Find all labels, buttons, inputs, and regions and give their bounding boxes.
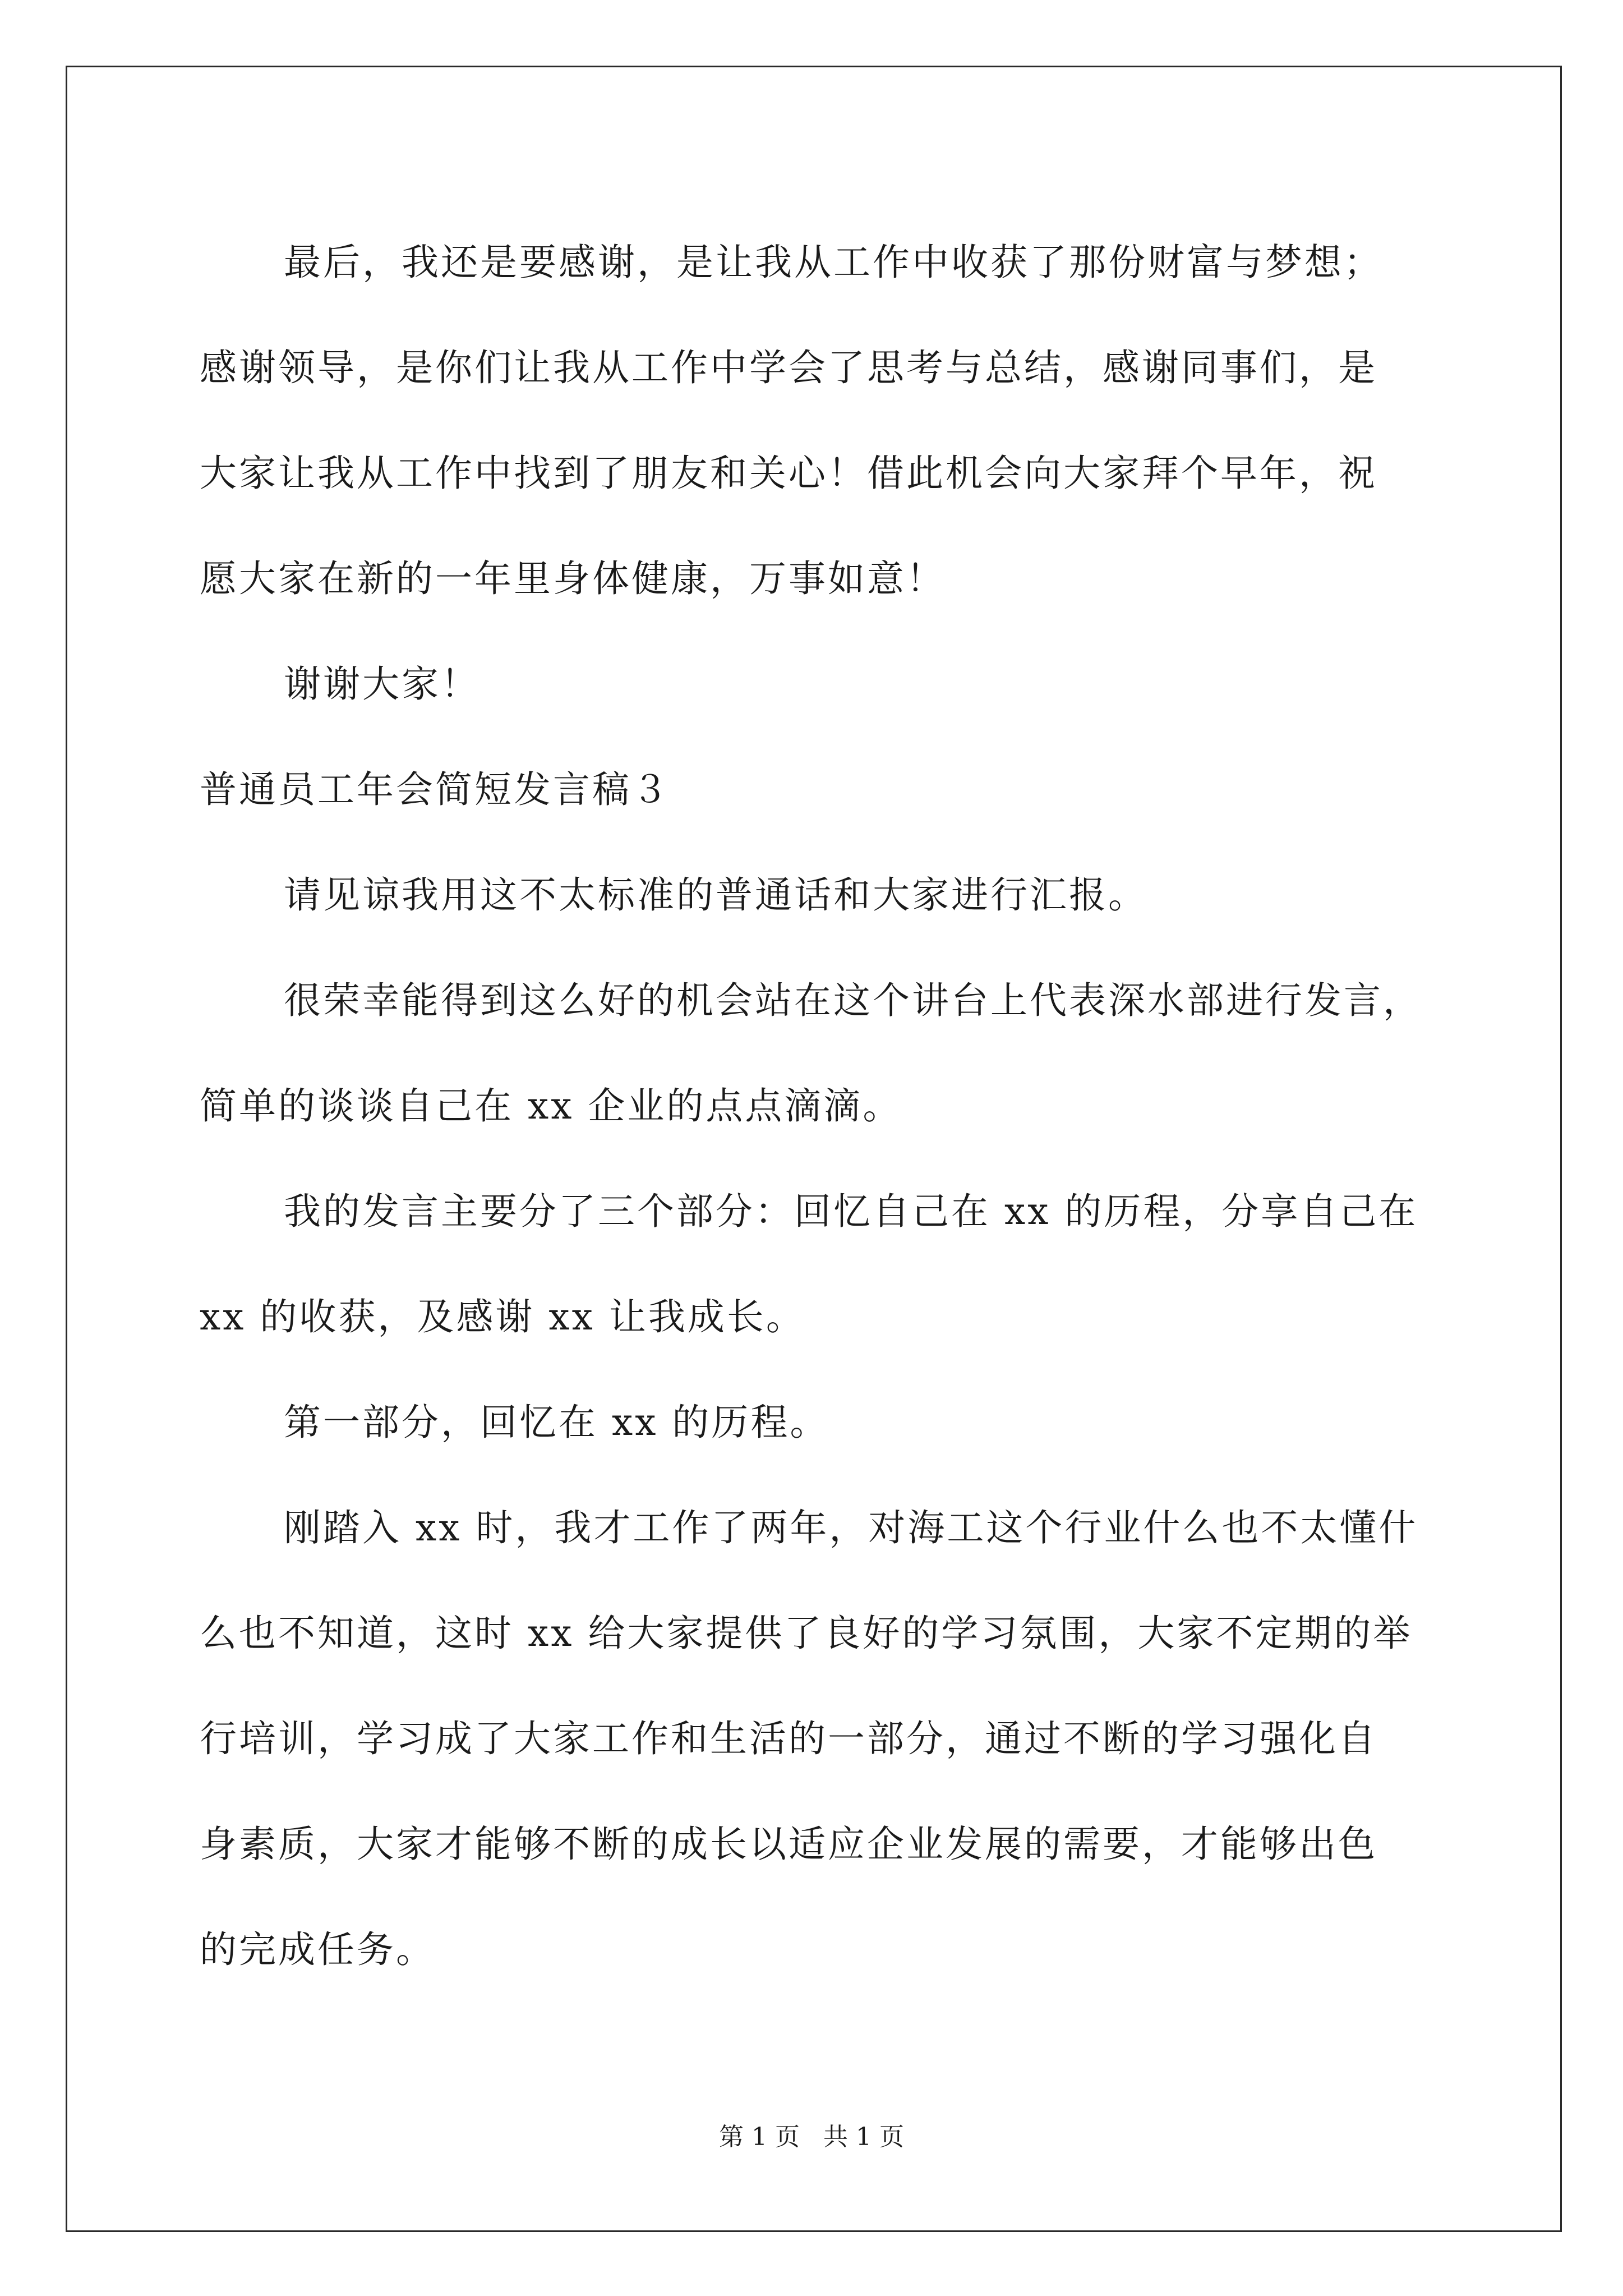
paragraph-line: 请见谅我用这不太标准的普通话和大家进行汇报。 [284, 873, 1147, 917]
paragraph-line: 身素质，大家才能够不断的成长以适应企业发展的需要，才能够出色 [200, 1823, 1377, 1866]
section-heading: 普通员工年会简短发言稿３ [200, 768, 671, 811]
paragraph-line: 最后，我还是要感谢，是让我从工作中收获了那份财富与梦想； [284, 241, 1383, 284]
document-body [200, 210, 1433, 2003]
paragraph-line: xx 的收获，及感谢 xx 让我成长。 [200, 1295, 805, 1338]
paragraph-line: 的完成任务。 [200, 1928, 435, 1971]
paragraph-line: 感谢领导，是你们让我从工作中学会了思考与总结，感谢同事们，是 [200, 346, 1377, 389]
paragraph-line: 谢谢大家！ [284, 662, 480, 706]
paragraph-line: 么也不知道，这时 xx 给大家提供了良好的学习氛围，大家不定期的举 [200, 1612, 1413, 1655]
paragraph-line: 简单的谈谈自己在 xx 企业的点点滴滴。 [200, 1084, 902, 1128]
paragraph-line: 大家让我从工作中找到了朋友和关心！借此机会向大家拜个早年，祝 [200, 452, 1377, 495]
paragraph-line: 行培训，学习成了大家工作和生活的一部分，通过不断的学习强化自 [200, 1717, 1377, 1760]
paragraph-line: 愿大家在新的一年里身体健康，万事如意！ [200, 557, 946, 600]
paragraph-line: 很荣幸能得到这么好的机会站在这个讲台上代表深水部进行发言， [284, 979, 1422, 1022]
paragraph-line: 第一部分，回忆在 xx 的历程。 [284, 1401, 829, 1444]
paragraph-line: 刚踏入 xx 时，我才工作了两年，对海工这个行业什么也不太懂什 [284, 1506, 1418, 1549]
page-footer: 第 1 页 共 1 页 [719, 2123, 904, 2151]
paragraph-line: 我的发言主要分了三个部分：回忆自己在 xx 的历程，分享自己在 [284, 1190, 1418, 1233]
